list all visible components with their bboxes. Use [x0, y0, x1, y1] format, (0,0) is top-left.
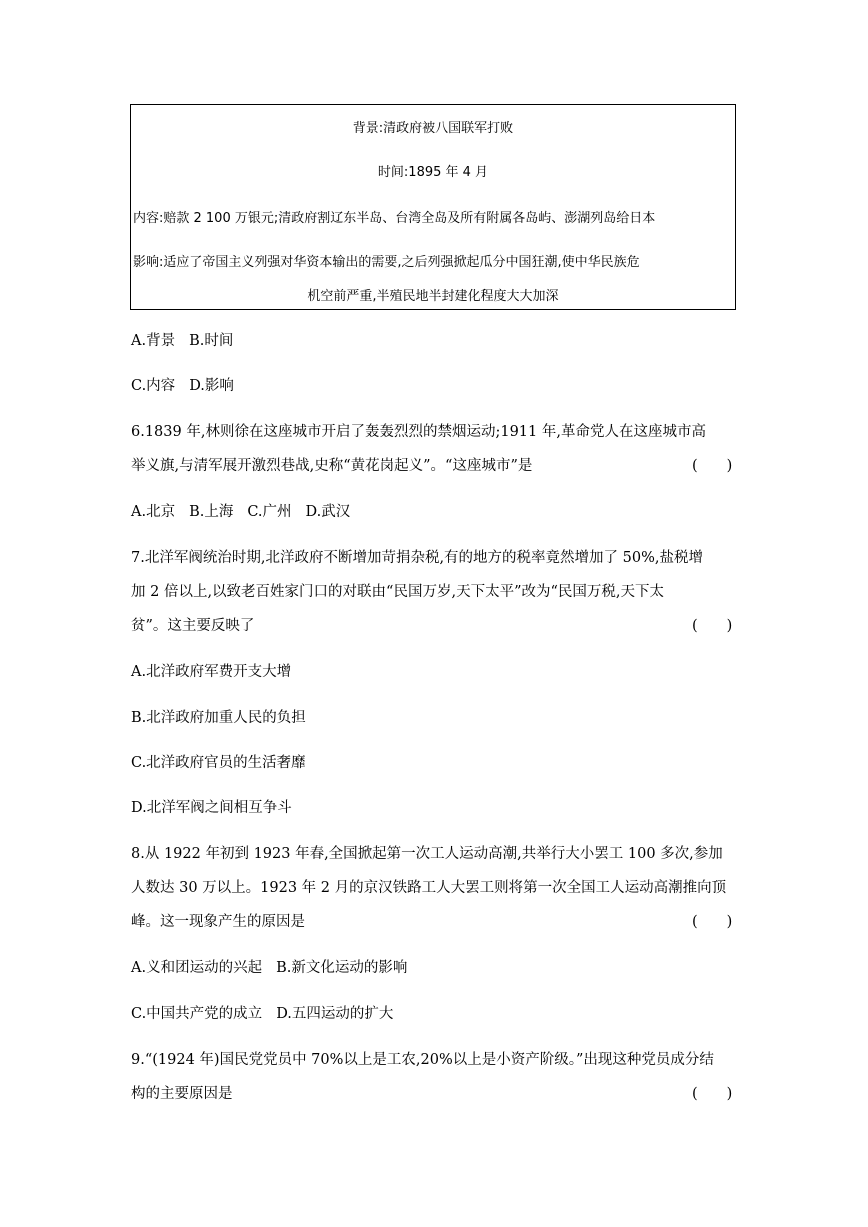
q5-option-c[interactable]: C.内容	[131, 378, 176, 394]
q6-stem-line2: 举义旗,与清军展开激烈巷战,史称“黄花岗起义”。“这座城市”是	[131, 458, 533, 474]
q6-option-a[interactable]: A.北京	[131, 504, 176, 520]
q7-stem-line1: 7.北洋军阀统治时期,北洋政府不断增加苛捐杂税,有的地方的税率竟然增加了 50%,盐税增	[131, 550, 703, 566]
q9-stem-line2: 构的主要原因是	[131, 1086, 233, 1102]
q5-option-b[interactable]: B.时间	[189, 333, 234, 349]
q7-option-c[interactable]: C.北洋政府官员的生活奢靡	[131, 755, 306, 771]
q6-option-c[interactable]: C.广州	[247, 504, 292, 520]
table-row-impact-2: 机空前严重,半殖民地半封建化程度大大加深	[307, 289, 559, 304]
q7-stem-line3: 贫”。这主要反映了	[131, 618, 255, 634]
table-row-background: 背景:清政府被八国联军打败	[352, 121, 514, 136]
q8-option-c[interactable]: C.中国共产党的成立	[131, 1006, 263, 1022]
treaty-info-table	[130, 104, 736, 310]
q8-option-b[interactable]: B.新文化运动的影响	[276, 960, 408, 976]
q5-option-a[interactable]: A.背景	[131, 333, 176, 349]
table-row-content: 内容:赔款 2 100 万银元;清政府割辽东半岛、台湾全岛及所有附属各岛屿、澎湖列岛给日本	[133, 211, 656, 226]
table-row-impact-1: 影响:适应了帝国主义列强对华资本输出的需要,之后列强掀起瓜分中国狂潮,使中华民族危	[133, 255, 640, 270]
q8-option-a[interactable]: A.义和团运动的兴起	[131, 960, 263, 976]
q8-stem-line3: 峰。这一现象产生的原因是	[131, 914, 305, 930]
q8-option-d[interactable]: D.五四运动的扩大	[276, 1006, 394, 1022]
q6-option-d[interactable]: D.武汉	[305, 504, 351, 520]
q7-option-b[interactable]: B.北洋政府加重人民的负担	[131, 710, 306, 726]
q7-stem-line2: 加 2 倍以上,以致老百姓家门口的对联由“民国万岁,天下太平”改为“民国万税,天下太	[131, 584, 665, 600]
q7-answer-bracket[interactable]: ( )	[692, 618, 733, 634]
q8-answer-bracket[interactable]: ( )	[692, 914, 733, 930]
q6-options	[131, 502, 741, 522]
q9-answer-bracket[interactable]: ( )	[692, 1086, 733, 1102]
q8-options-row1	[131, 958, 741, 978]
q7-option-d[interactable]: D.北洋军阀之间相互争斗	[131, 800, 292, 816]
q8-options-row2	[131, 1004, 741, 1024]
q6-answer-bracket[interactable]: ( )	[692, 458, 733, 474]
q5-option-d[interactable]: D.影响	[189, 378, 234, 394]
q5-options-row2	[131, 376, 741, 396]
q9-stem-line1: 9.“(1924 年)国民党党员中 70%以上是工农,20%以上是小资产阶级。”出现这种党员成分结	[131, 1052, 714, 1068]
q8-stem-line2: 人数达 30 万以上。1923 年 2 月的京汉铁路工人大罢工则将第一次全国工人运动高潮推向顶	[131, 880, 727, 896]
q8-stem-line1: 8.从 1922 年初到 1923 年春,全国掀起第一次工人运动高潮,共举行大小罢工 100 多次,参加	[131, 846, 723, 862]
table-row-time: 时间:1895 年 4 月	[377, 165, 489, 180]
q5-options-row1	[131, 331, 741, 351]
q7-option-a[interactable]: A.北洋政府军费开支大增	[131, 664, 292, 680]
q6-option-b[interactable]: B.上海	[189, 504, 234, 520]
q6-stem-line1: 6.1839 年,林则徐在这座城市开启了轰轰烈烈的禁烟运动;1911 年,革命党人在这座城市高	[131, 424, 706, 440]
